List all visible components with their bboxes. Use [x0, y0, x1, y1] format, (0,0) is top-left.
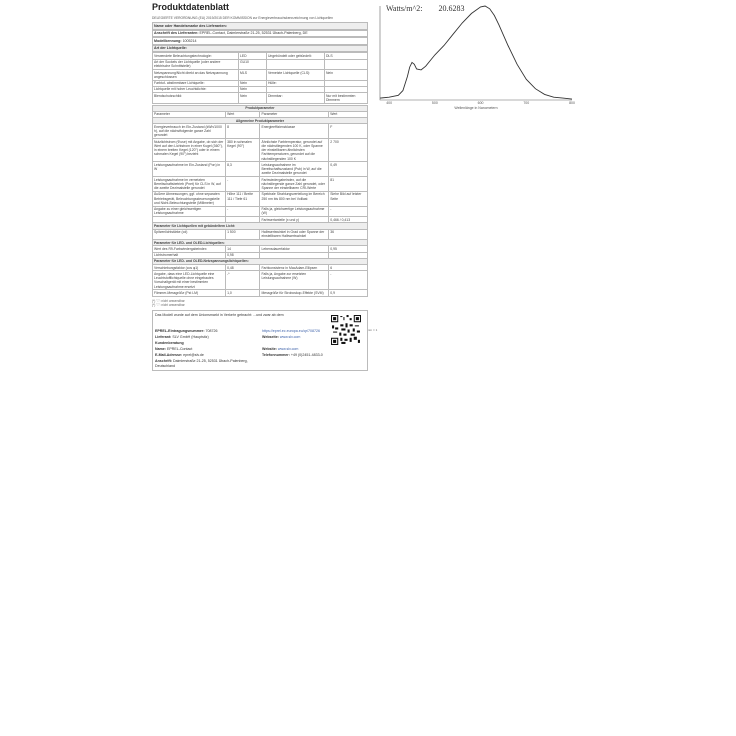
type-cell: Dimmbar: — [266, 93, 324, 104]
contact-value: Daimlerstraße 21-25, 52531 Übach-Palenberg, Deutschland — [155, 359, 248, 368]
param-header-cell: Wert — [329, 111, 368, 117]
spectrum-plot — [370, 0, 580, 110]
type-cell: GU10 — [239, 59, 267, 70]
general-cell: 0,49 — [329, 162, 368, 177]
sheet-title: Produktdatenblatt — [152, 2, 230, 12]
supplier-label: Name oder Handelsmarke des Lieferanten: — [152, 22, 368, 29]
directional-cell: Halbwertswinkel in Grad oder Spanne der einstellbaren Halbwertswinkel — [260, 229, 329, 240]
general-cell: Ähnlichste Farbtemperatur, gerundet auf die nächstliegenden 100 K, oder Spanne der einstellbaren ähnlichsten Farbtemperaturen, gerundet auf die nächstliegenden 100 K — [260, 139, 329, 162]
type-cell: Farbtuf- abstimmbare Lichtquelle: — [153, 80, 239, 86]
general-cell: Energieeffizienzklasse — [260, 124, 329, 139]
type-cell: MLS — [239, 70, 267, 81]
footnote-1: (*) "-": nicht anwendbar — [152, 298, 185, 303]
general-cell: Leistungsaufnahme im Bereitschaftszustand (Psb) in W, auf die zweite Dezimalstelle gerundet — [260, 162, 329, 177]
readout-value: 20.6283 — [438, 4, 465, 13]
general-cell: Nutzlichtstrom (Φuse) mit Angabe, ob sich der Wert auf den Lichtstrom in einer Kugel (360°), in einem breiten Kegel (120°) oder in einem schmalen Kegel (90°) bezieht — [153, 139, 226, 162]
general-section-label: Allgemeine Produktparameter — [153, 118, 368, 124]
type-table — [152, 52, 368, 103]
footnotes — [152, 299, 368, 307]
general-row — [153, 139, 368, 162]
x-axis-label: Wellenlänge in Nanometern — [454, 106, 498, 110]
general-cell: 8 — [226, 124, 260, 139]
led-cell: 0,98 — [226, 252, 260, 258]
mains-cell: -* — [226, 271, 260, 290]
type-row — [153, 70, 368, 81]
type-section-title: Art der Lichtquelle: — [152, 45, 368, 52]
footnote-2: (*) "-": nicht anwendbar — [152, 302, 185, 307]
general-cell: Äußere Abmessungen, ggf. ohne separaten Betriebsgerät, Beleuchtungssteuerungsteile und Nicht-Beleuchtungsteile (Millimeter) — [153, 191, 226, 206]
general-cell: Farbwiedergabeindex, auf die nächstliegende ganze Zahl gerundet, oder Spanne der einstellbaren CRI-Werte — [260, 177, 329, 192]
x-tick-label: 700 — [523, 101, 530, 105]
contact-key: Kundenberatung — [155, 341, 184, 346]
led-section-label: Parameter für LED- und OLED-Lichtquellen: — [153, 240, 368, 246]
contact-key: Website: — [262, 347, 278, 352]
type-cell: LED — [239, 53, 267, 59]
general-cell: - — [226, 206, 260, 217]
spectrum-line — [380, 6, 572, 99]
general-cell: 8,3 — [226, 162, 260, 177]
general-cell: - — [329, 206, 368, 217]
model-value: 1005214 — [182, 38, 197, 43]
contact-key: Name: — [155, 347, 167, 352]
type-cell: Verwendete Beleuchtungstechnologie: — [153, 53, 239, 59]
model-label: Modellkennung: — [154, 38, 182, 43]
contact-value: EPREL-Contact — [166, 347, 193, 352]
product-data-sheet — [152, 2, 368, 371]
spectrum-chart — [370, 0, 580, 110]
general-row — [153, 162, 368, 177]
general-cell: 2 700 — [329, 139, 368, 162]
mains-cell: 6 — [329, 265, 368, 271]
mains-cell: - — [329, 271, 368, 290]
general-cell: F — [329, 124, 368, 139]
led-cell: 0,95 — [329, 246, 368, 252]
mains-cell: Flimmer-Messgröße (Pst LM) — [153, 290, 226, 296]
general-row — [153, 124, 368, 139]
directional-cell: 36 — [329, 229, 368, 240]
general-cell: Siehe Bild auf letzter Seite — [329, 191, 368, 206]
mains-row — [153, 271, 368, 290]
directional-row — [153, 229, 368, 240]
param-header-cell: Parameter — [153, 111, 226, 117]
param-table — [152, 105, 368, 297]
type-cell: Blendschutzschild: — [153, 93, 239, 104]
led-cell: Lichtstromerhalt — [153, 252, 226, 258]
contact-value: SLV GmbH (Hauptsitz) — [172, 335, 209, 340]
mains-cell: 1,0 — [226, 290, 260, 296]
type-cell — [324, 59, 367, 70]
x-tick-label: 800 — [569, 101, 575, 105]
type-cell: Lichtquelle mit hoher Leuchtdichte: — [153, 86, 239, 92]
type-cell: Art der Sockels der Lichtquelle (oder andere elektrische Schnittstelle) — [153, 59, 239, 70]
led-cell: 14 — [226, 246, 260, 252]
type-cell: Nein — [324, 70, 367, 81]
param-header-cell: Parameter — [260, 111, 329, 117]
regulation-subtitle: DELEGIERTE VERORDNUNG (EU) 2019/2015 DER KOMMISSION zur Energieverbrauchskennzeichnung von Lichtquellen — [152, 16, 333, 21]
general-cell: 0,466 / 0,413 — [329, 217, 368, 223]
address-label: Anschrift des Lieferanten: — [154, 31, 199, 36]
chart-axes — [380, 6, 572, 100]
type-cell: Nein — [239, 80, 267, 86]
contact-value: eprel@slv.de — [183, 353, 204, 358]
contact-key: Lieferant: — [155, 335, 173, 340]
param-section-label: Produktparameter — [153, 105, 368, 111]
general-cell: Falls ja, gleichwertige Leistungsaufnahme (W) — [260, 206, 329, 217]
contact-value[interactable]: www.slv.com — [277, 347, 299, 352]
x-tick-label: 500 — [431, 101, 438, 105]
type-cell: Hülle: — [266, 80, 324, 86]
general-cell: Farbwertanteile (x und y) — [260, 217, 329, 223]
general-row — [153, 177, 368, 192]
contact-key: Anschrift: — [155, 359, 173, 364]
general-cell: 81 — [329, 177, 368, 192]
param-header-cell: Wert — [226, 111, 260, 117]
market-note: Das Modell wurde auf dem Unionsmarkt in Verkehr gebracht: ...und zwar ab dem — [155, 312, 284, 317]
mains-cell: Farbkonsistenz in MacAdam-Ellipsen — [260, 265, 329, 271]
power-readout — [386, 4, 464, 13]
contact-value: 708726 — [205, 329, 218, 334]
led-cell: Wert des R9-Farbwiedergabeindex — [153, 246, 226, 252]
directional-section-label: Parameter für Lichtquellen mit gebündeltem Licht: — [153, 223, 368, 229]
type-row — [153, 93, 368, 104]
qr-code — [331, 315, 361, 345]
type-cell: DLS — [324, 53, 367, 59]
model-row — [152, 37, 368, 44]
type-cell — [266, 59, 324, 70]
market-info-box — [152, 310, 368, 371]
mains-cell: Angabe, dass eine LED-Lichtquelle eine Leuchtstofflichtquelle ohne eingebautes Vorschaltgerät mit einer bestimmten Leistungsaufnahme ersetzt — [153, 271, 226, 290]
mains-row — [153, 290, 368, 296]
address-value: EPREL-Contact, Daimlerstraße 21-25, 52531 Übach-Palenberg, DE — [199, 31, 308, 36]
contact-value: +49 (0)2451-4833-0 — [290, 353, 323, 358]
type-cell: Nein — [239, 93, 267, 104]
general-cell: Angabe zu einer gleichwertigen Leistungsaufnahme — [153, 206, 226, 217]
general-row — [153, 191, 368, 206]
contact-key: E-Mail-Adresse: — [155, 353, 184, 358]
general-cell: Leistungsaufnahme im vernetzten Bereitschaftsbetrieb (Pnet) für CLS in W, auf die zweite Dezimalstelle gerundet — [153, 177, 226, 192]
mains-cell: Messgröße für Stroboskop-Effekte (SVM) — [260, 290, 329, 296]
directional-cell: Spitzenlichtstärke (cd) — [153, 229, 226, 240]
mains-section-label: Parameter für LED- und OLED-Netzspannungslichtquellen: — [153, 258, 368, 264]
contact-left — [155, 359, 258, 368]
mains-cell: 0,48 — [226, 265, 260, 271]
general-cell: Energieverbrauch im Ein-Zustand (kWh/1000 h), auf die nächstfolgende ganze Zahl gerundet — [153, 124, 226, 139]
type-cell: Nur mit bestimmten Dimmern — [324, 93, 367, 104]
led-cell: Lebensdauerfaktor — [260, 246, 329, 252]
eprel-link[interactable]: https://eprel.ec.europa.eu/qr/708726 — [262, 329, 320, 334]
x-tick-label: 400 — [386, 101, 393, 105]
type-cell: Netzspannung/Nicht direkt an das Netzspannung angeschlossen — [153, 70, 239, 81]
mains-cell: Falls ja, Angabe zur ersetzten Leistungsaufnahme (W) — [260, 271, 329, 290]
general-cell: Höhe 111 / Breite 111 / Tiefe 61 — [226, 191, 260, 206]
contact-value[interactable]: www.slv.com — [279, 335, 301, 340]
readout-label: Watts/m^2: — [386, 4, 423, 13]
contact-right — [262, 359, 365, 368]
type-cell: Nein — [239, 86, 267, 92]
type-cell: Ungebündelt oder gebündelt: — [266, 53, 324, 59]
general-cell: Leistungsaufnahme im Ein-Zustand (Pon) in W — [153, 162, 226, 177]
side-note: nm = 1 — [368, 328, 378, 332]
general-cell: 380 in schmalen Kegel (90°) — [226, 139, 260, 162]
x-tick-label: 600 — [477, 101, 484, 105]
type-cell: Vernetzte Lichtquelle (CLS): — [266, 70, 324, 81]
general-row — [153, 206, 368, 217]
contact-key: EPREL-Eintragungsnummer: — [155, 329, 206, 334]
general-cell: - — [226, 177, 260, 192]
type-row — [153, 59, 368, 70]
mains-cell: Verschiebungsfaktor (cos φ1) — [153, 265, 226, 271]
directional-cell: 1 500 — [226, 229, 260, 240]
supplier-row — [152, 30, 368, 37]
contact-key: Telefonnummer: — [262, 353, 291, 358]
general-cell: Spektrale Strahlungsverteilung im Bereich 250 nm bis 800 nm bei Volllast — [260, 191, 329, 206]
contact-key: Webseite: — [262, 335, 280, 340]
mains-cell: 0,9 — [329, 290, 368, 296]
